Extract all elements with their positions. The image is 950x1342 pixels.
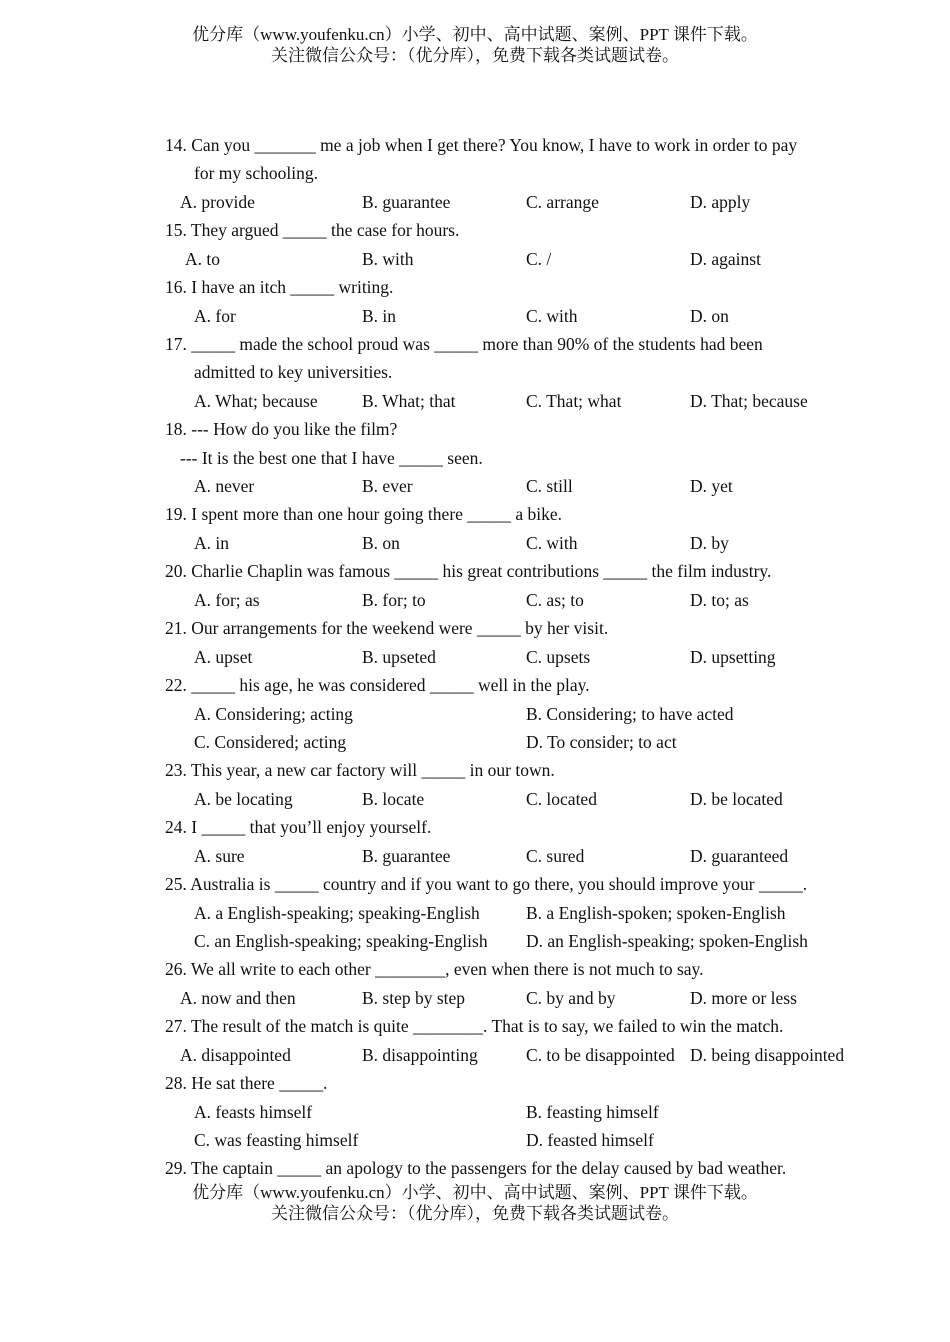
option-b[interactable]: B. disappointing bbox=[362, 1045, 478, 1065]
question-stem: 26. We all write to each other ________, even when there is not much to say. bbox=[165, 959, 704, 979]
question-stem: 22. _____ his age, he was considered _____ well in the play. bbox=[165, 675, 590, 695]
option-c[interactable]: C. That; what bbox=[526, 391, 622, 411]
option-a[interactable]: A. upset bbox=[194, 647, 253, 667]
options-17 bbox=[0, 387, 950, 415]
option-b[interactable]: B. guarantee bbox=[362, 846, 451, 866]
option-b[interactable]: B. ever bbox=[362, 476, 413, 496]
option-b[interactable]: B. locate bbox=[362, 789, 425, 809]
option-b[interactable]: B. What; that bbox=[362, 391, 456, 411]
footer-line-2: 关注微信公众号：（优分库），免费下载各类试题试卷。 bbox=[271, 1204, 679, 1223]
option-a[interactable]: A. to bbox=[185, 249, 220, 269]
option-d[interactable]: D. upsetting bbox=[690, 647, 776, 667]
option-d[interactable]: D. feasted himself bbox=[526, 1130, 654, 1150]
option-a[interactable]: A. for bbox=[194, 306, 236, 326]
option-d[interactable]: D. on bbox=[690, 306, 729, 326]
option-d[interactable]: D. more or less bbox=[690, 988, 797, 1008]
options-26 bbox=[0, 984, 950, 1012]
question-19 bbox=[165, 500, 872, 528]
option-a[interactable]: A. sure bbox=[194, 846, 245, 866]
options-22-row1 bbox=[0, 700, 950, 728]
footer-line-1: 优分库（www.youfenku.cn）小学、初中、高中试题、案例、PPT 课件下载。 bbox=[192, 1183, 758, 1202]
question-stem-continuation: admitted to key universities. bbox=[194, 362, 393, 383]
option-d[interactable]: D. be located bbox=[690, 789, 783, 809]
options-18 bbox=[0, 472, 950, 500]
option-b[interactable]: B. with bbox=[362, 249, 414, 269]
page-header bbox=[0, 24, 950, 66]
option-d[interactable]: D. being disappointed bbox=[690, 1045, 845, 1065]
option-a[interactable]: A. for; as bbox=[194, 590, 260, 610]
question-stem: 21. Our arrangements for the weekend were _____ by her visit. bbox=[165, 618, 609, 638]
option-d[interactable]: D. guaranteed bbox=[690, 846, 789, 866]
option-c[interactable]: C. by and by bbox=[526, 988, 616, 1008]
question-18 bbox=[165, 415, 872, 443]
question-17 bbox=[165, 330, 872, 387]
options-20 bbox=[0, 586, 950, 614]
option-b[interactable]: B. on bbox=[362, 533, 400, 553]
question-stem: 14. Can you _______ me a job when I get there? You know, I have to work in order to pay bbox=[165, 135, 798, 155]
option-a[interactable]: A. be locating bbox=[194, 789, 293, 809]
options-24 bbox=[0, 842, 950, 870]
question-23 bbox=[165, 756, 872, 784]
option-c[interactable]: C. with bbox=[526, 306, 578, 326]
option-d[interactable]: D. That; because bbox=[690, 391, 808, 411]
option-d[interactable]: D. to; as bbox=[690, 590, 749, 610]
options-28-row2 bbox=[0, 1126, 950, 1154]
option-b[interactable]: B. step by step bbox=[362, 988, 466, 1008]
option-a[interactable]: A. never bbox=[194, 476, 255, 496]
question-stem: 17. _____ made the school proud was _____ more than 90% of the students had been bbox=[165, 334, 763, 354]
question-28 bbox=[165, 1069, 872, 1097]
question-stem: 18. --- How do you like the film? bbox=[165, 419, 398, 439]
question-24 bbox=[165, 813, 872, 841]
option-a[interactable]: A. feasts himself bbox=[194, 1102, 313, 1122]
option-c[interactable]: C. Considered; acting bbox=[194, 732, 347, 752]
question-27 bbox=[165, 1012, 872, 1040]
options-25-row1 bbox=[0, 899, 950, 927]
option-c[interactable]: C. as; to bbox=[526, 590, 584, 610]
question-stem: 19. I spent more than one hour going there _____ a bike. bbox=[165, 504, 563, 524]
question-stem: 28. He sat there _____. bbox=[165, 1073, 328, 1093]
question-stem: 25. Australia is _____ country and if you want to go there, you should improve your _____. bbox=[165, 874, 808, 894]
options-16 bbox=[0, 302, 950, 330]
option-a[interactable]: A. What; because bbox=[194, 391, 318, 411]
option-d[interactable]: D. against bbox=[690, 249, 761, 269]
options-14 bbox=[0, 188, 950, 216]
option-c[interactable]: C. upsets bbox=[526, 647, 591, 667]
options-19 bbox=[0, 529, 950, 557]
option-b[interactable]: B. Considering; to have acted bbox=[526, 704, 734, 724]
options-23 bbox=[0, 785, 950, 813]
option-d[interactable]: D. yet bbox=[690, 476, 733, 496]
question-stem: 23. This year, a new car factory will _____ in our town. bbox=[165, 760, 555, 780]
option-a[interactable]: A. disappointed bbox=[180, 1045, 291, 1065]
page-footer bbox=[0, 1182, 950, 1224]
options-27 bbox=[0, 1041, 950, 1069]
options-15 bbox=[0, 245, 950, 273]
option-c[interactable]: C. with bbox=[526, 533, 578, 553]
option-a[interactable]: A. now and then bbox=[180, 988, 296, 1008]
option-b[interactable]: B. feasting himself bbox=[526, 1102, 659, 1122]
question-stem: 15. They argued _____ the case for hours. bbox=[165, 220, 460, 240]
question-14 bbox=[165, 131, 872, 188]
option-d[interactable]: D. an English-speaking; spoken-English bbox=[526, 931, 808, 951]
option-c[interactable]: C. sured bbox=[526, 846, 585, 866]
options-21 bbox=[0, 643, 950, 671]
option-a[interactable]: A. Considering; acting bbox=[194, 704, 353, 724]
option-c[interactable]: C. / bbox=[526, 249, 552, 269]
option-c[interactable]: C. located bbox=[526, 789, 597, 809]
option-b[interactable]: B. guarantee bbox=[362, 192, 451, 212]
header-line-2: 关注微信公众号：（优分库），免费下载各类试题试卷。 bbox=[271, 46, 679, 65]
question-15 bbox=[165, 216, 872, 244]
options-28-row1 bbox=[0, 1098, 950, 1126]
option-b[interactable]: B. in bbox=[362, 306, 397, 326]
question-22 bbox=[165, 671, 872, 699]
question-16 bbox=[165, 273, 872, 301]
question-stem: 29. The captain _____ an apology to the passengers for the delay caused by bad weather. bbox=[165, 1158, 787, 1178]
option-d[interactable]: D. by bbox=[690, 533, 729, 553]
question-18-response: --- It is the best one that I have _____ seen. bbox=[180, 448, 483, 468]
option-c[interactable]: C. an English-speaking; speaking-English bbox=[194, 931, 488, 951]
question-25 bbox=[165, 870, 872, 898]
header-line-1: 优分库（www.youfenku.cn）小学、初中、高中试题、案例、PPT 课件下载。 bbox=[192, 25, 758, 44]
question-stem-continuation: for my schooling. bbox=[194, 163, 318, 184]
question-26 bbox=[165, 955, 872, 983]
option-c[interactable]: C. to be disappointed bbox=[526, 1045, 675, 1065]
question-20 bbox=[165, 557, 872, 585]
option-d[interactable]: D. apply bbox=[690, 192, 751, 212]
question-stem: 20. Charlie Chaplin was famous _____ his great contributions _____ the film industry. bbox=[165, 561, 772, 581]
question-stem: 27. The result of the match is quite ________. That is to say, we failed to win the match. bbox=[165, 1016, 784, 1036]
options-25-row2 bbox=[0, 927, 950, 955]
option-b[interactable]: B. upseted bbox=[362, 647, 436, 667]
option-d[interactable]: D. To consider; to act bbox=[526, 732, 677, 752]
question-stem: 24. I _____ that you’ll enjoy yourself. bbox=[165, 817, 432, 837]
options-22-row2 bbox=[0, 728, 950, 756]
option-c[interactable]: C. was feasting himself bbox=[194, 1130, 359, 1150]
question-stem: 16. I have an itch _____ writing. bbox=[165, 277, 394, 297]
question-29 bbox=[165, 1154, 872, 1182]
option-b[interactable]: B. a English-spoken; spoken-English bbox=[526, 903, 786, 923]
question-21 bbox=[165, 614, 872, 642]
option-a[interactable]: A. a English-speaking; speaking-English bbox=[194, 903, 480, 923]
option-c[interactable]: C. arrange bbox=[526, 192, 599, 212]
option-a[interactable]: A. in bbox=[194, 533, 229, 553]
option-b[interactable]: B. for; to bbox=[362, 590, 426, 610]
option-a[interactable]: A. provide bbox=[180, 192, 255, 212]
option-c[interactable]: C. still bbox=[526, 476, 573, 496]
